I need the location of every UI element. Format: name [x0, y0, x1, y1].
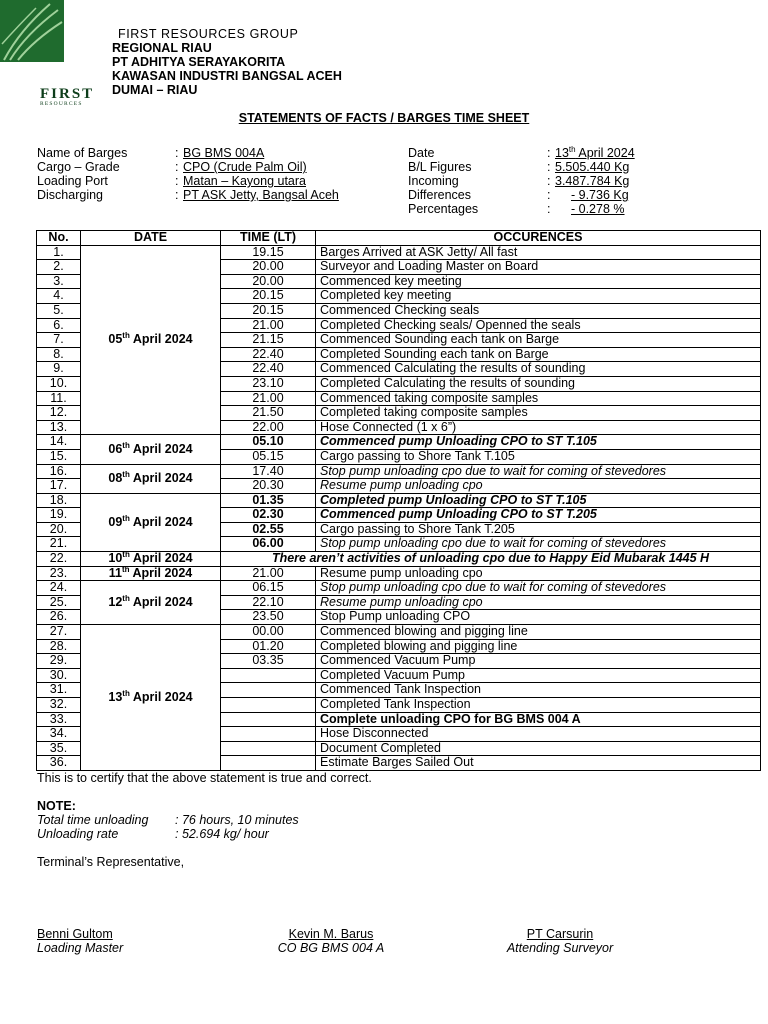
row-occurence: Hose Disconnected: [316, 727, 761, 742]
row-occurence: Hose Connected (1 x 6”): [316, 420, 761, 435]
info-label: B/L Figures: [408, 160, 472, 174]
col-header-time: TIME (LT): [221, 231, 316, 246]
table-header-row: [37, 231, 761, 246]
row-number: 8.: [37, 347, 81, 362]
row-date: 10th April 2024: [81, 552, 221, 567]
row-occurence: Stop pump unloading cpo due to wait for coming of stevedores: [316, 464, 761, 479]
row-date: 13th April 2024: [81, 625, 221, 771]
row-occurence: Cargo passing to Shore Tank T.205: [316, 522, 761, 537]
note-heading: NOTE:: [37, 799, 76, 813]
row-number: 31.: [37, 683, 81, 698]
info-label: Discharging: [37, 188, 104, 202]
table-row: [37, 464, 761, 479]
row-number: 11.: [37, 391, 81, 406]
row-number: 24.: [37, 581, 81, 596]
row-time: 02.55: [221, 522, 316, 537]
row-time: 05.10: [221, 435, 316, 450]
row-occurence: Completed Vacuum Pump: [316, 668, 761, 683]
row-time: 19.15: [221, 245, 316, 260]
note-total-value: : 76 hours, 10 minutes: [175, 813, 299, 827]
table-row: [37, 625, 761, 640]
time-sheet-table: [36, 230, 760, 771]
row-time: 05.15: [221, 449, 316, 464]
row-occurence: Barges Arrived at ASK Jetty/ All fast: [316, 245, 761, 260]
row-time: 21.00: [221, 566, 316, 581]
row-occurence: Commenced taking composite samples: [316, 391, 761, 406]
row-number: 15.: [37, 449, 81, 464]
col-header-no: No.: [37, 231, 81, 246]
row-time: 21.00: [221, 391, 316, 406]
row-number: 9.: [37, 362, 81, 377]
row-number: 10.: [37, 376, 81, 391]
note-total-label: Total time unloading: [37, 813, 149, 827]
table-row: [37, 566, 761, 581]
row-number: 23.: [37, 566, 81, 581]
row-time: 03.35: [221, 654, 316, 669]
info-label: Name of Barges: [37, 146, 128, 160]
table-row: [37, 245, 761, 260]
row-date: 11th April 2024: [81, 566, 221, 581]
table-row: [37, 552, 761, 567]
row-occurence: Completed pump Unloading CPO to ST T.105: [316, 493, 761, 508]
info-value: PT ASK Jetty, Bangsal Aceh: [183, 188, 339, 202]
row-number: 20.: [37, 522, 81, 537]
signature-name: Benni Gultom: [37, 927, 113, 941]
row-number: 19.: [37, 508, 81, 523]
header-city: DUMAI – RIAU: [112, 83, 198, 97]
row-time: 23.10: [221, 376, 316, 391]
row-occurence: Completed Calculating the results of sounding: [316, 376, 761, 391]
info-label: Loading Port: [37, 174, 108, 188]
row-number: 29.: [37, 654, 81, 669]
row-occurence: Completed key meeting: [316, 289, 761, 304]
info-value: 13th April 2024: [555, 144, 635, 160]
row-time: 21.00: [221, 318, 316, 333]
info-value: Matan – Kayong utara: [183, 174, 306, 188]
row-time: [221, 741, 316, 756]
row-time: 06.15: [221, 581, 316, 596]
row-number: 32.: [37, 698, 81, 713]
row-number: 33.: [37, 712, 81, 727]
row-occurence: Commenced key meeting: [316, 274, 761, 289]
row-time: 01.35: [221, 493, 316, 508]
row-date: 08th April 2024: [81, 464, 221, 493]
row-number: 14.: [37, 435, 81, 450]
table-row: [37, 581, 761, 596]
row-number: 28.: [37, 639, 81, 654]
row-occurence: Commenced Sounding each tank on Barge: [316, 333, 761, 348]
row-time: 20.15: [221, 289, 316, 304]
row-time: [221, 698, 316, 713]
row-occurence: Commenced pump Unloading CPO to ST T.205: [316, 508, 761, 523]
row-number: 16.: [37, 464, 81, 479]
row-occurence: Complete unloading CPO for BG BMS 004 A: [316, 712, 761, 727]
row-number: 30.: [37, 668, 81, 683]
terminal-representative: Terminal’s Representative,: [37, 855, 185, 869]
row-time: 20.30: [221, 479, 316, 494]
row-occurence: Commenced Vacuum Pump: [316, 654, 761, 669]
row-number: 13.: [37, 420, 81, 435]
row-time: 21.50: [221, 406, 316, 421]
header-group: FIRST RESOURCES GROUP: [118, 27, 299, 41]
row-number: 12.: [37, 406, 81, 421]
signature-role: CO BG BMS 004 A: [277, 941, 385, 955]
info-label: Differences: [408, 188, 471, 202]
note-rate-value: : 52.694 kg/ hour: [175, 827, 269, 841]
row-date: 06th April 2024: [81, 435, 221, 464]
row-number: 4.: [37, 289, 81, 304]
certify-text: This is to certify that the above statement is true and correct.: [37, 771, 372, 785]
row-number: 3.: [37, 274, 81, 289]
row-occurence: Document Completed: [316, 741, 761, 756]
row-number: 2.: [37, 260, 81, 275]
row-time: [221, 712, 316, 727]
row-date: 09th April 2024: [81, 493, 221, 551]
row-time: 22.40: [221, 362, 316, 377]
row-date: 05th April 2024: [81, 245, 221, 435]
row-occurence: Commenced blowing and pigging line: [316, 625, 761, 640]
row-time: [221, 668, 316, 683]
row-number: 22.: [37, 552, 81, 567]
row-occurence: There aren’t activities of unloading cpo due to Happy Eid Mubarak 1445 H: [221, 552, 761, 567]
row-number: 34.: [37, 727, 81, 742]
info-value: - 9.736 Kg: [571, 188, 629, 202]
row-number: 1.: [37, 245, 81, 260]
row-number: 27.: [37, 625, 81, 640]
signature-name: PT Carsurin: [526, 927, 594, 941]
row-time: 17.40: [221, 464, 316, 479]
row-occurence: Completed Checking seals/ Openned the seals: [316, 318, 761, 333]
note-rate-label: Unloading rate: [37, 827, 119, 841]
signature-role: Attending Surveyor: [506, 941, 614, 955]
info-value: 5.505.440 Kg: [555, 160, 630, 174]
signature-role: Loading Master: [37, 941, 124, 955]
row-occurence: Surveyor and Loading Master on Board: [316, 260, 761, 275]
row-occurence: Completed blowing and pigging line: [316, 639, 761, 654]
info-label: Percentages: [408, 202, 479, 216]
row-occurence: Commenced Checking seals: [316, 303, 761, 318]
row-number: 18.: [37, 493, 81, 508]
row-occurence: Resume pump unloading cpo: [316, 595, 761, 610]
row-occurence: Resume pump unloading cpo: [316, 479, 761, 494]
signature-name: Kevin M. Barus: [288, 927, 374, 941]
header-area: KAWASAN INDUSTRI BANGSAL ACEH: [112, 69, 342, 83]
header-company: PT ADHITYA SERAYAKORITA: [112, 55, 286, 69]
row-number: 17.: [37, 479, 81, 494]
col-header-occurences: OCCURENCES: [316, 231, 761, 246]
row-time: [221, 727, 316, 742]
row-occurence: Stop Pump unloading CPO: [316, 610, 761, 625]
row-time: [221, 683, 316, 698]
row-number: 36.: [37, 756, 81, 771]
row-occurence: Estimate Barges Sailed Out: [316, 756, 761, 771]
row-occurence: Commenced Calculating the results of sounding: [316, 362, 761, 377]
row-occurence: Completed Sounding each tank on Barge: [316, 347, 761, 362]
table-row: [37, 435, 761, 450]
logo-text: FIRST: [40, 86, 95, 102]
row-occurence: Completed Tank Inspection: [316, 698, 761, 713]
row-time: 21.15: [221, 333, 316, 348]
row-number: 35.: [37, 741, 81, 756]
row-occurence: Cargo passing to Shore Tank T.105: [316, 449, 761, 464]
row-time: 22.10: [221, 595, 316, 610]
row-time: 20.00: [221, 274, 316, 289]
row-occurence: Stop pump unloading cpo due to wait for coming of stevedores: [316, 581, 761, 596]
header-region: REGIONAL RIAU: [112, 41, 212, 55]
table-row: [37, 493, 761, 508]
info-value: CPO (Crude Palm Oil): [183, 160, 307, 174]
row-occurence: Commenced Tank Inspection: [316, 683, 761, 698]
row-occurence: Completed taking composite samples: [316, 406, 761, 421]
row-time: 20.00: [221, 260, 316, 275]
row-time: 22.40: [221, 347, 316, 362]
row-number: 26.: [37, 610, 81, 625]
row-time: 02.30: [221, 508, 316, 523]
row-number: 5.: [37, 303, 81, 318]
info-value: - 0.278 %: [571, 202, 625, 216]
row-time: 23.50: [221, 610, 316, 625]
row-number: 21.: [37, 537, 81, 552]
row-occurence: Stop pump unloading cpo due to wait for coming of stevedores: [316, 537, 761, 552]
row-date: 12th April 2024: [81, 581, 221, 625]
info-value: BG BMS 004A: [183, 146, 265, 160]
row-time: 22.00: [221, 420, 316, 435]
page-title: STATEMENTS OF FACTS / BARGES TIME SHEET: [238, 111, 530, 125]
row-number: 6.: [37, 318, 81, 333]
row-time: 01.20: [221, 639, 316, 654]
info-label: Incoming: [408, 174, 459, 188]
row-occurence: Resume pump unloading cpo: [316, 566, 761, 581]
row-number: 25.: [37, 595, 81, 610]
row-time: 06.00: [221, 537, 316, 552]
row-number: 7.: [37, 333, 81, 348]
company-logo: [0, 0, 64, 81]
row-occurence: Commenced pump Unloading CPO to ST T.105: [316, 435, 761, 450]
row-time: 00.00: [221, 625, 316, 640]
row-time: 20.15: [221, 303, 316, 318]
col-header-date: DATE: [81, 231, 221, 246]
info-label: Cargo – Grade: [37, 160, 120, 174]
row-time: [221, 756, 316, 771]
logo-subtext: RESOURCES: [40, 101, 83, 107]
info-value: 3.487.784 Kg: [555, 174, 630, 188]
info-label: Date: [408, 146, 435, 160]
